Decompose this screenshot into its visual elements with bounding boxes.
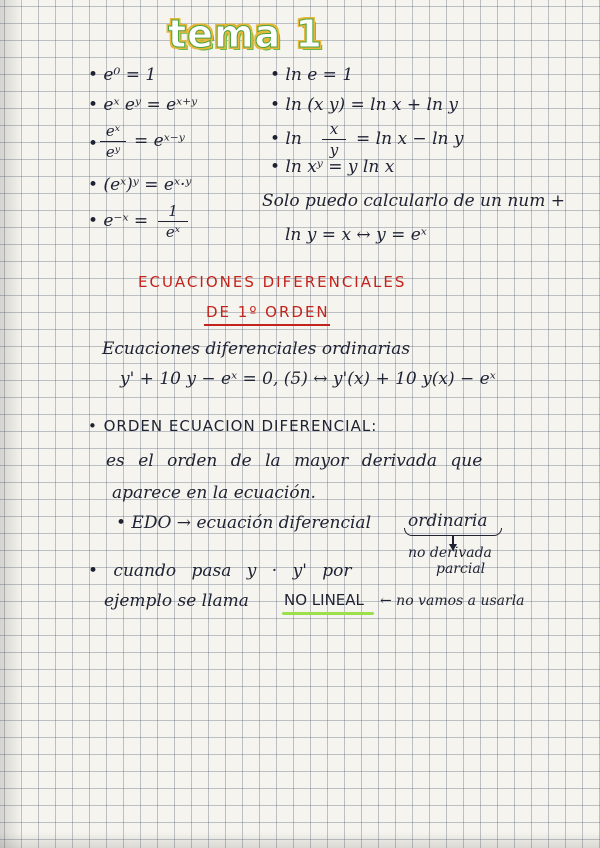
word-ordinaria: ordinaria [408,511,488,531]
formula-ln-e: • ln e = 1 [270,65,354,85]
formula-ln-exp: ln y = x ↔ y = eˣ [285,225,427,245]
section-subheading: DE 1º ORDEN [206,303,330,321]
line-edo: • EDO → ecuación diferencial [116,513,372,533]
formula-quotient: = eˣ⁻ʸ [134,131,185,151]
line-ecuaciones: Ecuaciones diferenciales ordinarias [102,339,411,359]
formula-ln-label: • ln [270,129,302,149]
note-no-usarla: ← no vamos a usarla [380,593,525,609]
formula-fraction-exp: $\frac{\text{eˣ}}{\text{eʸ}}$ [100,122,126,161]
line-cuando: • cuando pasa y · y' por [88,561,352,581]
heading-underline [204,324,330,326]
line-definition: es el orden de la mayor derivada que [106,451,483,471]
line-aparece: aparece en la ecuación. [112,483,316,503]
line-equation: y' + 10 y − eˣ = 0, (5) ↔ y'(x) + 10 y(x) − eˣ [120,369,496,389]
note-no-derivada: no derivada [408,545,492,561]
bullet: • [88,134,99,154]
page-shadow [0,0,22,848]
formula-ln-power: • ln xʸ = y ln x [270,157,395,177]
note-solo: Solo puedo calcularlo de un num + [262,191,566,211]
highlight-no-lineal [282,612,374,615]
page-shadow-bottom [0,832,600,848]
formula-ln-quotient: = ln x − ln y [356,129,464,149]
note-parcial: parcial [436,561,486,577]
formula-ln-product: • ln (x y) = ln x + ln y [270,95,458,115]
section-heading: ECUACIONES DIFERENCIALES [138,273,407,291]
formula-product: • eˣ eʸ = eˣ⁺ʸ [88,95,198,115]
page-title: tema 1 [168,12,323,56]
formula-e0: • e⁰ = 1 [88,65,157,85]
formula-negative: • e⁻ˣ = [88,211,149,231]
line-orden-heading: • ORDEN ECUACION DIFERENCIAL: [88,417,378,435]
formula-fraction-ln: $\frac{x}{y}$ [322,120,346,159]
line-ejemplo: ejemplo se llama [104,591,249,611]
formula-fraction-neg: $\frac{1}{\text{eˣ}}$ [158,202,188,241]
label-no-lineal: NO LINEAL [284,591,364,609]
formula-power: • (eˣ)ʸ = eˣ·ʸ [88,175,192,195]
